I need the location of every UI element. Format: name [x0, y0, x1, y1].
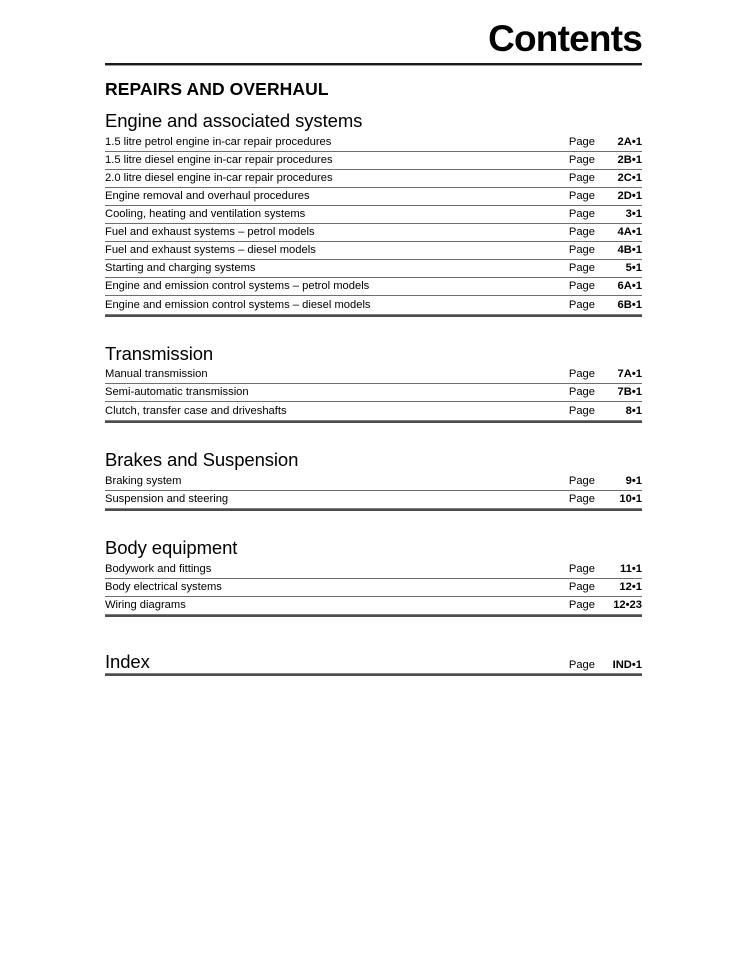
contents-entry-row[interactable] [105, 596, 642, 614]
contents-entry-row[interactable] [105, 170, 642, 188]
index-page-label: Page [568, 658, 595, 671]
entry-page-number: 7A•1 [602, 366, 642, 384]
index-heading: Index [105, 651, 150, 673]
contents-entry-row[interactable] [105, 206, 642, 224]
entry-title: Braking system [105, 472, 549, 490]
section-heading: Body equipment [105, 537, 238, 559]
section [105, 449, 642, 537]
index-block [105, 651, 642, 675]
index-page-number: IND•1 [612, 658, 642, 671]
page-title: Contents [488, 18, 642, 59]
entry-page-label: Page [549, 242, 602, 260]
contents-entry-row[interactable] [105, 560, 642, 578]
entry-page-number: 6B•1 [617, 298, 642, 311]
entry-title: Body electrical systems [105, 578, 549, 596]
entry-page-number: 7B•1 [602, 384, 642, 402]
entry-page-number: 2B•1 [602, 152, 642, 170]
entry-page-number: 6A•1 [602, 278, 642, 296]
entry-page-label: Page [549, 134, 602, 152]
entry-page-number: 4B•1 [602, 242, 642, 260]
contents-entry-row[interactable] [105, 490, 642, 508]
entry-page-label: Page [549, 560, 602, 578]
entry-page-number: 11•1 [602, 560, 642, 578]
section-spacer [105, 423, 642, 449]
entry-title: Suspension and steering [105, 493, 229, 506]
contents-entry-row[interactable] [105, 224, 642, 242]
entry-page-number: 9•1 [602, 472, 642, 490]
entry-page-number: 2A•1 [602, 134, 642, 152]
entry-page-number: 2C•1 [602, 170, 642, 188]
section-spacer [105, 511, 642, 537]
entry-page-label: Page [549, 206, 602, 224]
contents-entry-row[interactable] [105, 296, 642, 314]
entry-page-label: Page [568, 493, 595, 506]
entry-page-label: Page [568, 404, 595, 417]
contents-entry-row[interactable] [105, 402, 642, 420]
index-divider [105, 673, 642, 676]
entry-title: Engine and emission control systems – petrol models [105, 278, 549, 296]
sections-container [105, 110, 642, 617]
contents-entry-row[interactable] [105, 578, 642, 596]
entry-page-number: 2D•1 [602, 188, 642, 206]
entry-title: Engine removal and overhaul procedures [105, 188, 549, 206]
section-spacer [105, 317, 642, 343]
entry-title: Bodywork and fittings [105, 560, 549, 578]
section [105, 343, 642, 449]
entry-page-label: Page [549, 384, 602, 402]
entry-page-number: 4A•1 [602, 224, 642, 242]
entry-page-number: 5•1 [602, 260, 642, 278]
entry-page-label: Page [549, 366, 602, 384]
section-heading: Transmission [105, 342, 214, 364]
index-row[interactable] [105, 651, 642, 672]
entry-title: Fuel and exhaust systems – diesel models [105, 242, 549, 260]
entry-page-label: Page [549, 152, 602, 170]
entry-title: Starting and charging systems [105, 260, 549, 278]
entry-title: Engine and emission control systems – diesel models [105, 298, 371, 311]
contents-entry-row[interactable] [105, 278, 642, 296]
entry-title: Semi-automatic transmission [105, 384, 549, 402]
entry-title: 2.0 litre diesel engine in-car repair procedures [105, 170, 549, 188]
entry-page-label: Page [568, 599, 595, 612]
entry-title: Manual transmission [105, 366, 549, 384]
entry-page-number: 10•1 [619, 493, 642, 506]
entry-title: Wiring diagrams [105, 599, 186, 612]
entry-page-number: 12•1 [602, 578, 642, 596]
entry-list [105, 366, 642, 420]
entry-page-label: Page [568, 298, 595, 311]
contents-entry-row[interactable] [105, 384, 642, 402]
part-heading: REPAIRS AND OVERHAUL [105, 79, 329, 99]
entry-page-label: Page [549, 170, 602, 188]
entry-list [105, 472, 642, 508]
contents-entry-row[interactable] [105, 188, 642, 206]
entry-title: 1.5 litre diesel engine in-car repair procedures [105, 152, 549, 170]
contents-content-area [105, 20, 642, 676]
contents-entry-row[interactable] [105, 472, 642, 490]
entry-page-number: 8•1 [625, 404, 642, 417]
section-heading: Engine and associated systems [105, 110, 363, 132]
entry-title: Clutch, transfer case and driveshafts [105, 404, 287, 417]
entry-title: Cooling, heating and ventilation systems [105, 206, 549, 224]
entry-page-label: Page [549, 278, 602, 296]
contents-entry-row[interactable] [105, 260, 642, 278]
entry-page-label: Page [549, 260, 602, 278]
index-table [105, 651, 642, 672]
entry-page-label: Page [549, 472, 602, 490]
section-end-divider [105, 614, 642, 617]
entry-list [105, 134, 642, 314]
entry-title: Fuel and exhaust systems – petrol models [105, 224, 549, 242]
entry-page-number: 12•23 [613, 599, 642, 612]
entry-page-number: 3•1 [602, 206, 642, 224]
contents-entry-row[interactable] [105, 366, 642, 384]
masthead-divider [105, 63, 642, 66]
contents-entry-row[interactable] [105, 242, 642, 260]
entry-title: 1.5 litre petrol engine in-car repair procedures [105, 134, 549, 152]
contents-entry-row[interactable] [105, 152, 642, 170]
contents-entry-row[interactable] [105, 134, 642, 152]
entry-page-label: Page [549, 224, 602, 242]
section-heading: Brakes and Suspension [105, 448, 299, 470]
entry-page-label: Page [549, 578, 602, 596]
entry-page-label: Page [549, 188, 602, 206]
section [105, 537, 642, 617]
section [105, 110, 642, 342]
entry-list [105, 560, 642, 614]
